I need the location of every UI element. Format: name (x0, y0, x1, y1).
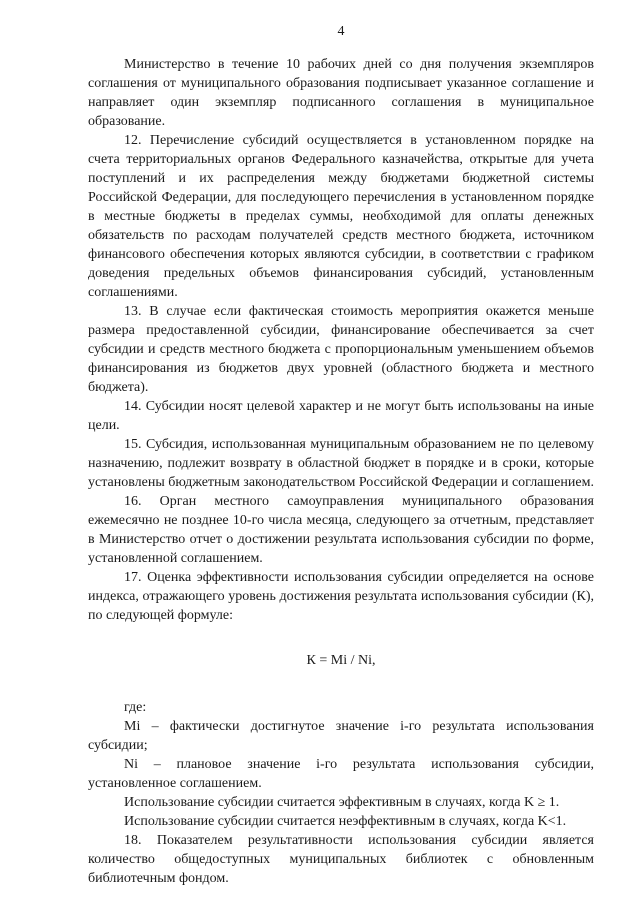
page-number: 4 (337, 24, 345, 39)
paragraph-17: 17. Оценка эффективности использования субсидии определяется на основе индекса, отражающего уровень достижения результата использования субсидии (К), по следующей формуле: (88, 570, 594, 623)
paragraph-15: 15. Субсидия, использованная муниципальным образованием не по целевому назначению, подлежит возврату в областной бюджет в порядке и в сроки, которые установлены бюджетным законодательством Российской Федерации и соглашением. (88, 437, 594, 490)
paragraph-16: 16. Орган местного самоуправления муниципального образования ежемесячно не позднее 10-го числа месяца, следующего за отчетным, представляет в Министерство отчет о достижении результата использования субсидии по форме, установленной соглашением. (88, 494, 594, 566)
paragraph-effective-condition: Использование субсидии считается эффективным в случаях, когда K ≥ 1. (124, 795, 560, 810)
paragraph-13: 13. В случае если фактическая стоимость мероприятия окажется меньше размера предоставленной субсидии, финансирование обеспечивается за счет субсидии и средств местного бюджета с пропорциональным уменьшением объемов финансирования из бюджетов двух уровней (областного бюджета и местного бюджета). (88, 304, 594, 395)
paragraph-14: 14. Субсидии носят целевой характер и не могут быть использованы на иные цели. (88, 399, 594, 433)
formula-where-label: где: (124, 700, 147, 715)
efficiency-formula: К = Mi / Ni, (306, 653, 376, 668)
paragraph-18: 18. Показателем результативности использования субсидии является количество общедоступных муниципальных библиотек с обновленным библиотечным фондом. (88, 833, 594, 886)
formula-ni-definition: Ni – плановое значение i-го результата использования субсидии, установленное соглашением. (88, 757, 594, 791)
paragraph-12: 12. Перечисление субсидий осуществляется в установленном порядке на счета территориальных органов Федерального казначейства, открытые для учета поступлений и их распределения между бюджетами бюджетной системы Российской Федерации, для последующего перечисления в установленном порядке в местные бюджеты в пределах суммы, необходимой для оплаты денежных обязательств по расходам получателей средств местного бюджета, источником финансового обеспечения которых являются субсидии, в соответствии с графиком доведения предельных объемов финансирования субсидий, установленным соглашениями. (88, 133, 594, 300)
paragraph-agreement-signing: Министерство в течение 10 рабочих дней со дня получения экземпляров соглашения от муниципального образования подписывает указанное соглашение и направляет один экземпляр подписанного соглашения в муниципальное образование. (88, 57, 594, 129)
formula-mi-definition: Mi – фактически достигнутое значение i-го результата использования субсидии; (88, 719, 594, 753)
document-page (88, 22, 594, 888)
paragraph-ineffective-condition: Использование субсидии считается неэффективным в случаях, когда K<1. (124, 814, 567, 829)
